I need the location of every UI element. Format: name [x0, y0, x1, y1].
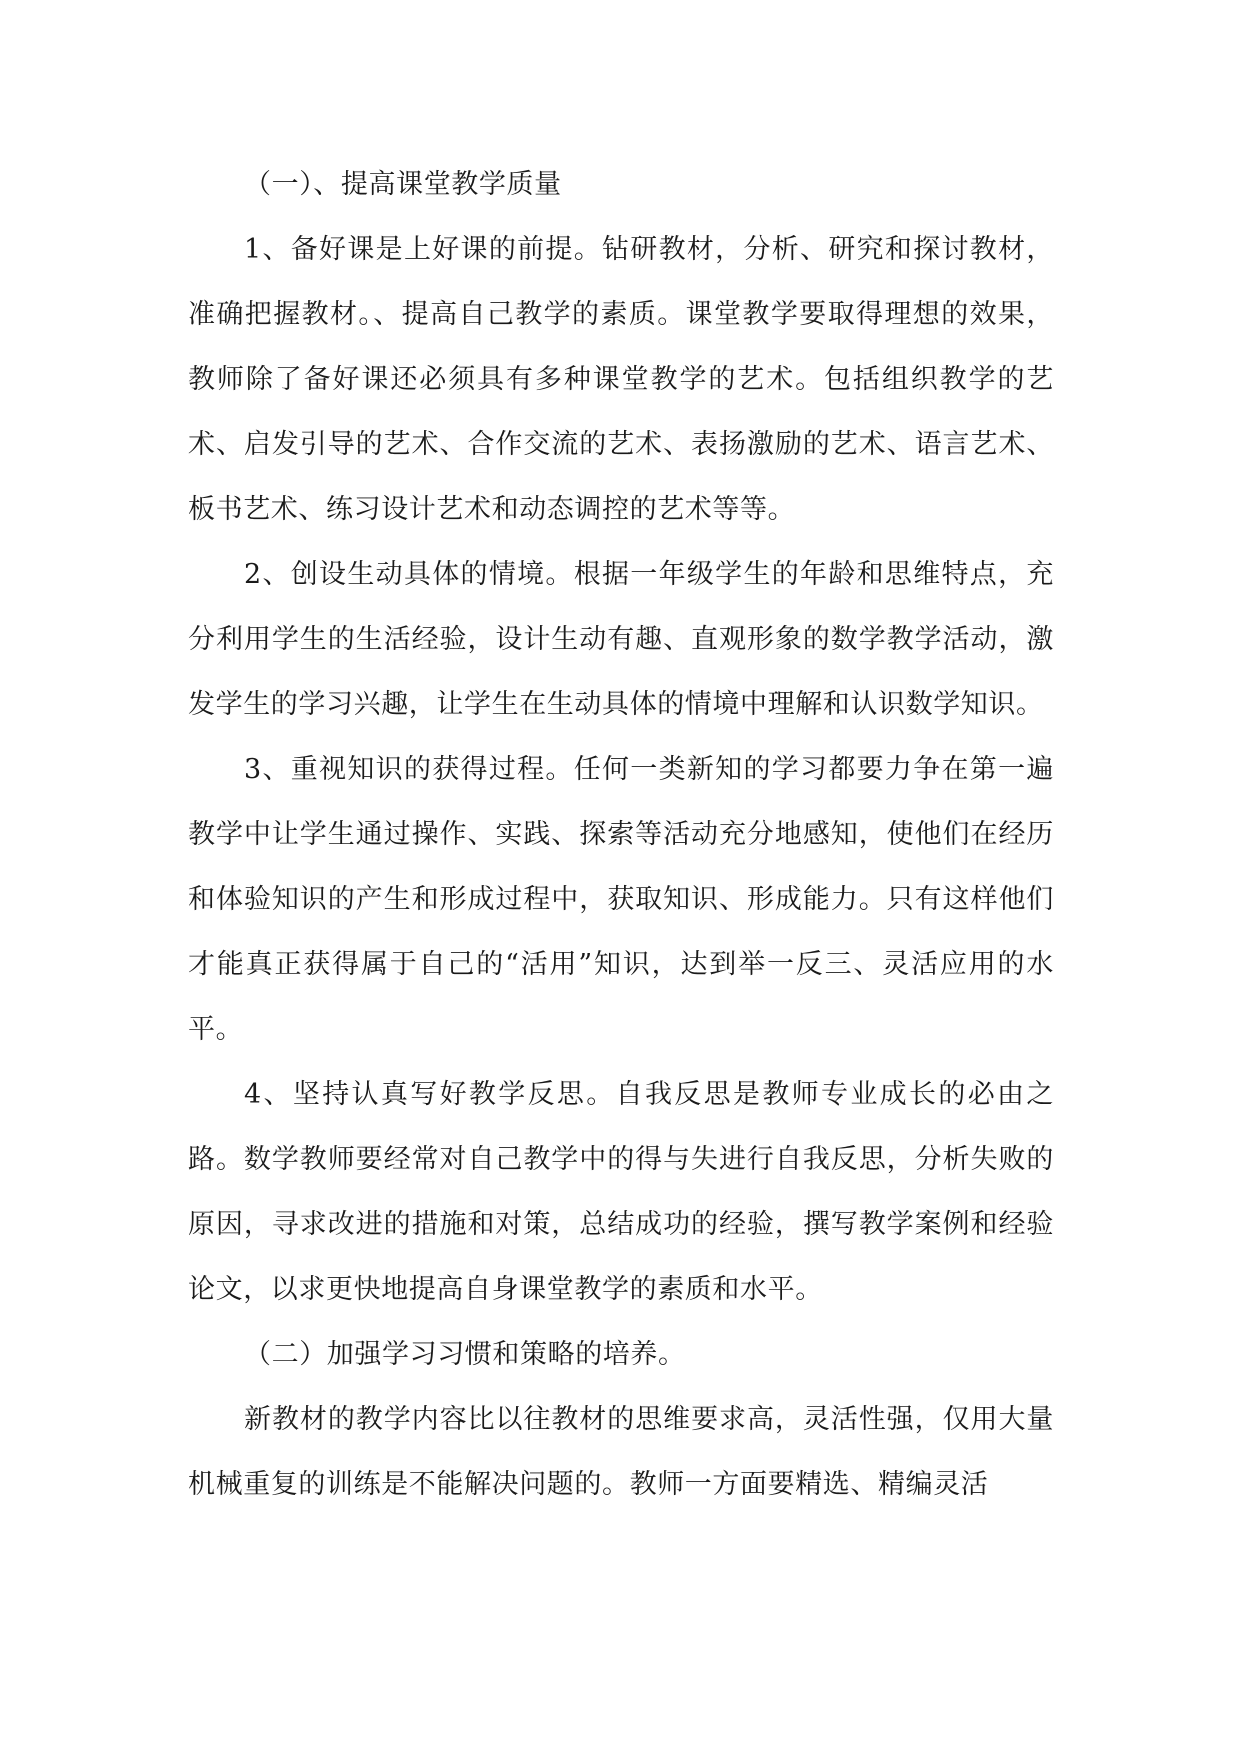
- paragraph-3: 3、重视知识的获得过程。任何一类新知的学习都要力争在第一遍教学中让学生通过操作、实践、探索等活动充分地感知，使他们在经历和体验知识的产生和形成过程中，获取知识、形成能力。只有这样他们才能真正获得属于自己的“活用”知识，达到举一反三、灵活应用的水平。: [188, 754, 1054, 1045]
- paragraph-5: 新教材的教学内容比以往教材的思维要求高，灵活性强，仅用大量机械重复的训练是不能解决问题的。教师一方面要精选、精编灵活: [188, 1404, 1054, 1500]
- section-heading-1: （一）、提高课堂教学质量: [244, 169, 562, 200]
- section-heading-2: （二）加强学习习惯和策略的培养。: [244, 1339, 686, 1370]
- paragraph-1: 1、备好课是上好课的前提。钻研教材，分析、研究和探讨教材，准确把握教材。、提高自己教学的素质。课堂教学要取得理想的效果，教师除了备好课还必须具有多种课堂教学的艺术。包括组织教学的艺术、启发引导的艺术、合作交流的艺术、表扬激励的艺术、语言艺术、板书艺术、练习设计艺术和动态调控的艺术等等。: [188, 234, 1054, 525]
- paragraph-4: 4、坚持认真写好教学反思。自我反思是教师专业成长的必由之路。数学教师要经常对自己教学中的得与失进行自我反思，分析失败的原因，寻求改进的措施和对策，总结成功的经验，撰写教学案例和经验论文，以求更快地提高自身课堂教学的素质和水平。: [188, 1079, 1054, 1305]
- document-body: [188, 152, 1054, 1517]
- paragraph-2: 2、创设生动具体的情境。根据一年级学生的年龄和思维特点，充分利用学生的生活经验，设计生动有趣、直观形象的数学教学活动，激发学生的学习兴趣，让学生在生动具体的情境中理解和认识数学知识。: [188, 559, 1054, 720]
